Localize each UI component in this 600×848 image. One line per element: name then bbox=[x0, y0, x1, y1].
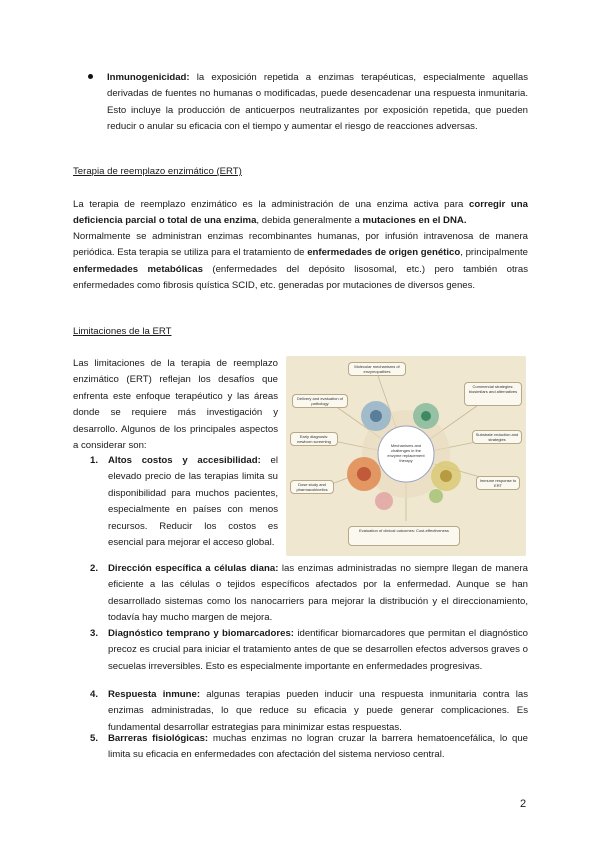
item-1-number: 1. bbox=[90, 455, 99, 466]
item-2-body: las enzimas administradas no siempre llegan de manera eficiente a las células o tejidos específicos afectados por la enfermedad. Aunque se han desarrollado sistemas como los nanocarriers para mejorar la distribución y el direccionamiento, todavía hay mucho margen de mejora. bbox=[108, 563, 528, 624]
page-number: 2 bbox=[520, 798, 527, 810]
p2-seg-1: enfermedades de origen genético bbox=[307, 247, 461, 259]
item-1-text bbox=[108, 453, 278, 551]
item-4-number: 4. bbox=[90, 689, 99, 700]
item-2-number: 2. bbox=[90, 563, 99, 574]
bullet-paragraph bbox=[107, 70, 528, 136]
item-2-text bbox=[108, 561, 528, 627]
p2-seg-0: Normalmente se administran enzimas recombinantes humanas, por infusión intravenosa de manera periódica. Esta terapia se utiliza para el tratamiento de bbox=[73, 231, 528, 259]
item-3-body: identificar biomarcadores que permitan el diagnóstico precoz es crucial para iniciar el tratamiento antes de que se desarrollen efectos adversos graves o secuelas irreversibles. Esto es especialmente importante en enfermedades progresivas. bbox=[108, 628, 528, 672]
section-heading-limitaciones: Limitaciones de la ERT bbox=[73, 326, 172, 337]
item-2-term: Dirección específica a células diana: bbox=[108, 563, 279, 574]
p1-seg-3: mutaciones en el DNA. bbox=[362, 215, 467, 227]
item-1-term: Altos costos y accesibilidad: bbox=[108, 455, 261, 466]
item-5-text bbox=[108, 731, 528, 764]
ert-figure bbox=[286, 356, 526, 556]
cell-nucleus-1 bbox=[370, 410, 382, 422]
item-4-text bbox=[108, 687, 528, 736]
p1-seg-1: corregir una deficiencia parcial o total de una enzima bbox=[73, 199, 528, 227]
p2-seg-2: , principalmente bbox=[460, 247, 528, 259]
figure-label-5: Early diagnosis: newborn screening bbox=[290, 432, 338, 446]
figure-label-8: Evaluation of clinical outcomes: Cost-effectiveness bbox=[348, 526, 460, 546]
item-5-body: muchas enzimas no logran cruzar la barrera hematoencefálica, lo que limita su eficacia en enfermedades con afectación del sistema nervioso central. bbox=[108, 733, 528, 761]
cell-illustration-5 bbox=[429, 489, 443, 503]
item-1-body: el elevado precio de las terapias limita su disponibilidad para muchos pacientes, especialmente en países con menos recursos. Reducir los costos es esencial para mejorar el acceso global. bbox=[108, 455, 278, 549]
cell-nucleus-3 bbox=[357, 467, 371, 481]
figure-label-6: Dose study and pharmacokinetics bbox=[290, 480, 334, 494]
cell-nucleus-4 bbox=[440, 470, 452, 482]
figure-label-7: Immune response to ERT bbox=[476, 476, 520, 490]
p2-seg-3: enfermedades metabólicas bbox=[73, 263, 203, 275]
bullet-dot bbox=[88, 74, 93, 79]
figure-label-2: Delivery and evaluation of pathology bbox=[292, 394, 348, 408]
item-3-text bbox=[108, 626, 528, 675]
item-3-number: 3. bbox=[90, 628, 99, 639]
cell-illustration-6 bbox=[375, 492, 393, 510]
p1-seg-0: La terapia de reemplazo enzimático es la administración de una enzima activa para bbox=[73, 199, 470, 210]
item-5-number: 5. bbox=[90, 733, 99, 744]
bullet-term: Inmunogenicidad: bbox=[107, 72, 190, 83]
item-4-body: algunas terapias pueden inducir una respuesta inmunitaria contra las enzimas administradas, lo que reduce su eficacia y puede generar complicaciones. Es fundamental desarrollar estrategias para minimizar estas respuestas. bbox=[108, 689, 528, 733]
limitaciones-intro: Las limitaciones de la terapia de reemplazo enzimático (ERT) reflejan los desafíos que enfrenta este enfoque terapéutico y las áreas donde se requiere más investigación y desarrollo. Algunos de los principales aspectos a considerar son: bbox=[73, 358, 278, 452]
figure-center-label: Mechanisms and challenges in the enzyme replacement therapy bbox=[387, 443, 425, 463]
figure-label-4: Substrate reduction and strategies bbox=[472, 430, 522, 444]
figure-label-1: Molecular mechanisms of enzymopathies bbox=[348, 362, 406, 376]
item-5-term: Barreras fisiológicas: bbox=[108, 733, 209, 744]
cell-nucleus-2 bbox=[421, 411, 431, 421]
bullet-text: la exposición repetida a enzimas terapéuticas, especialmente aquellas derivadas de fuentes no humanas o modificadas, puede desencadenar una respuesta inmunitaria. Esto incluye la producción de anticuerpos neutralizantes por exposición repetida, que pueden reducir o anular su eficacia con el tiempo y aumentar el riesgo de reacciones adversas. bbox=[107, 72, 528, 133]
ert-paragraph-1 bbox=[73, 197, 528, 230]
figure-label-3: Commercial strategies: biosimilars and alternatives bbox=[464, 382, 522, 406]
ert-paragraph-2 bbox=[73, 229, 528, 295]
p2-seg-4: (enfermedades del depósito lisosomal, etc.) pero también otras enfermedades como fibrosis quística SCID, etc. generadas por mutaciones de diversos genes. bbox=[73, 263, 528, 292]
item-3-term: Diagnóstico temprano y biomarcadores: bbox=[108, 628, 294, 639]
item-4-term: Respuesta inmune: bbox=[108, 689, 201, 700]
p1-seg-2: , debida generalmente a bbox=[256, 215, 363, 227]
section-heading-ert: Terapia de reemplazo enzimático (ERT) bbox=[73, 166, 242, 177]
